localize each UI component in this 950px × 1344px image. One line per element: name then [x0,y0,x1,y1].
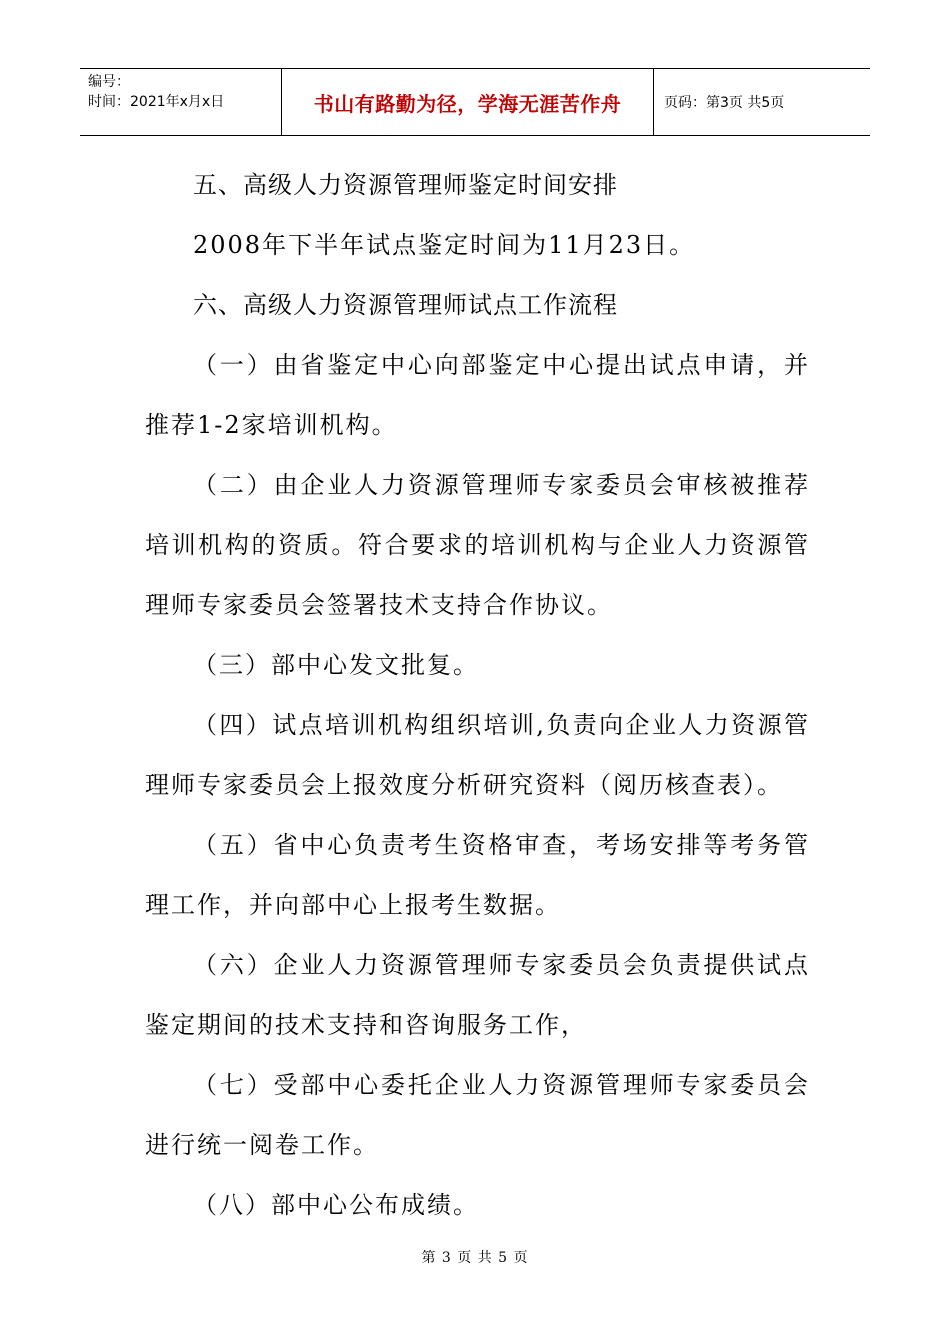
header-meta [80,69,282,135]
paragraph: （二）由企业人力资源管理师专家委员会审核被推荐培训机构的资质。符合要求的培训机构与企业人力资源管理师专家委员会签署技术支持合作协议。 [145,471,810,619]
paragraph: （四）试点培训机构组织培训,负责向企业人力资源管理师专家委员会上报效度分析研究资料（阅历核查表）。 [145,711,810,799]
paragraph: （七）受部中心委托企业人力资源管理师专家委员会进行统一阅卷工作。 [145,1071,810,1159]
header-motto: 书山有路勤为径，学海无涯苦作舟 [282,69,654,135]
serial-number-label: 编号： [88,74,130,90]
paragraph: （五）省中心负责考生资格审查，考场安排等考务管理工作，并向部中心上报考生数据。 [145,831,810,919]
page-header [80,68,870,136]
paragraph: 2008年下半年试点鉴定时间为11月23日。 [193,231,696,259]
document-body [145,155,810,1235]
section-heading-5: 五、高级人力资源管理师鉴定时间安排 [193,171,618,199]
page-footer: 第 3 页 共 5 页 [421,1250,529,1266]
paragraph: （六）企业人力资源管理师专家委员会负责提供试点鉴定期间的技术支持和咨询服务工作， [145,951,810,1039]
date-label: 时间：2021年x月x日 [88,94,225,110]
header-page-info: 页码：第3页 共5页 [664,95,785,111]
paragraph: （一）由省鉴定中心向部鉴定中心提出试点申请，并推荐1-2家培训机构。 [145,351,810,439]
paragraph: （三）部中心发文批复。 [193,651,479,679]
section-heading-6: 六、高级人力资源管理师试点工作流程 [193,291,618,319]
paragraph: （八）部中心公布成绩。 [193,1191,479,1219]
